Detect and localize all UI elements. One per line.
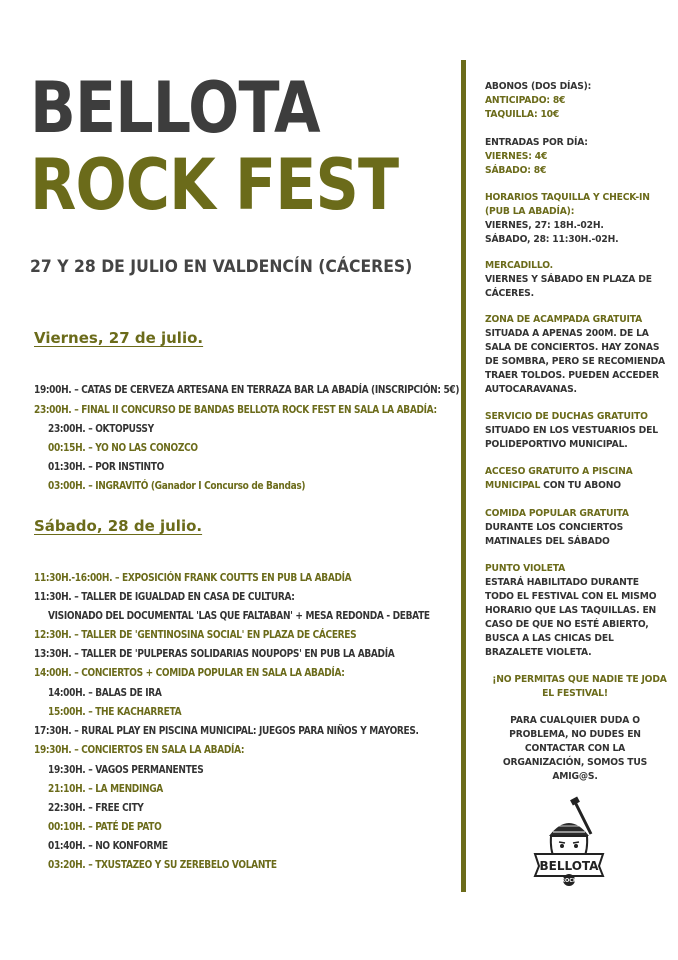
friday-band-1: 23:00H. – OKTOPUSSY [48,422,154,435]
saturday-event-5: 14:00H. – CONCIERTOS + COMIDA POPULAR EN SALA LA ABADÍA: [34,666,345,679]
festival-dates-location: 27 Y 28 DE JULIO EN VALDENCÍN (CÁCERES) [30,257,413,277]
friday-band-2: 00:15H. – YO NO LAS CONOZCO [48,441,198,454]
saturday-band-3: 19:30H. – VAGOS PERMANENTES [48,763,204,776]
sidebar-acampada: ZONA DE ACAMPADA GRATUITA SITUADA A APENAS 200M. DE LA SALA DE CONCIERTOS. HAY ZONAS DE SOMBRA, PERO SE RECOMIENDA TRAER TOLDOS. PUEDEN ACCEDER AUTOCARAVANAS. [485,314,665,395]
sidebar-punto-violeta: PUNTO VIOLETA ESTARÁ HABILITADO DURANTE TODO EL FESTIVAL CON EL MISMO HORARIO QUE LAS TAQUILLAS. EN CASO DE QUE NO ESTÉ ABIERTO, BUSCA A LAS CHICAS DEL BRAZALETE VIOLETA. [485,563,657,658]
saturday-event-2: 11:30H. – TALLER DE IGUALDAD EN CASA DE CULTURA: [34,590,295,603]
sidebar-slogan: ¡NO PERMITAS QUE NADIE TE JODA EL FESTIVAL! [492,674,667,699]
sidebar-entradas: ENTRADAS POR DÍA: VIERNES: 4€ SÁBADO: 8€ [485,137,588,176]
saturday-event-1: 11:30H.-16:00H. – EXPOSICIÓN FRANK COUTTS EN PUB LA ABADÍA [34,571,352,584]
saturday-band-1: 14:00H. – BALAS DE IRA [48,686,162,699]
festival-title-line1: BELLOTA [30,67,320,149]
sidebar-mercadillo: MERCADILLO. VIERNES Y SÁBADO EN PLAZA DE CÁCERES. [485,260,652,299]
acorn-guitar-logo-icon [533,796,605,886]
sidebar-horarios: HORARIOS TAQUILLA Y CHECK-IN (PUB LA ABADÍA): VIERNES, 27: 18H.-02H. SÁBADO, 28: 11:30H.-02H. [485,192,650,245]
sidebar-contacto: PARA CUALQUIER DUDA O PROBLEMA, NO DUDES EN CONTACTAR CON LA ORGANIZACIÓN, SOMOS TUS AMIG@S. [502,715,648,782]
sidebar-duchas: SERVICIO DE DUCHAS GRATUITO SITUADO EN LOS VESTUARIOS DEL POLIDEPORTIVO MUNICIPAL. [485,411,658,450]
saturday-band-6: 00:10H. – PATÉ DE PATO [48,820,162,833]
saturday-heading: Sábado, 28 de julio. [34,517,203,535]
saturday-band-5: 22:30H. – FREE CITY [48,801,144,814]
saturday-band-8: 03:20H. – TXUSTAZEO Y SU ZEREBELO VOLANTE [48,858,277,871]
saturday-event-7: 19:30H. – CONCIERTOS EN SALA LA ABADÍA: [34,743,245,756]
friday-event-2: 23:00H. – FINAL II CONCURSO DE BANDAS BELLOTA ROCK FEST EN SALA LA ABADÍA: [34,403,437,416]
column-divider [461,60,466,892]
saturday-band-7: 01:40H. – NO KONFORME [48,839,168,852]
sidebar-piscina: ACCESO GRATUITO A PISCINA MUNICIPAL CON TU ABONO [485,466,633,491]
festival-title-line2: ROCK FEST [30,144,399,226]
friday-heading: Viernes, 27 de julio. [34,329,204,347]
svg-text:ROCK: ROCK [561,878,577,884]
svg-text:BELLOTA: BELLOTA [539,859,599,873]
saturday-event-2-detail: VISIONADO DEL DOCUMENTAL 'LAS QUE FALTABAN' + MESA REDONDA - DEBATE [48,609,430,622]
friday-band-3: 01:30H. – POR INSTINTO [48,460,164,473]
saturday-band-4: 21:10H. – LA MENDINGA [48,782,163,795]
bellota-rock-logo [533,796,605,886]
friday-band-4: 03:00H. – INGRAVITÓ (Ganador I Concurso de Bandas) [48,479,306,492]
saturday-event-4: 13:30H. – TALLER DE 'PULPERAS SOLIDARIAS NOUPOPS' EN PUB LA ABADÍA [34,647,395,660]
sidebar-abonos: ABONOS (DOS DÍAS): ANTICIPADO: 8€ TAQUILLA: 10€ [485,81,592,120]
saturday-band-2: 15:00H. – THE KACHARRETA [48,705,182,718]
saturday-event-6: 17:30H. – RURAL PLAY EN PISCINA MUNICIPAL: JUEGOS PARA NIÑOS Y MAYORES. [34,724,419,737]
sidebar-comida: COMIDA POPULAR GRATUITA DURANTE LOS CONCIERTOS MATINALES DEL SÁBADO [485,508,629,547]
saturday-event-3: 12:30H. – TALLER DE 'GENTINOSINA SOCIAL' EN PLAZA DE CÁCERES [34,628,357,641]
friday-event-1: 19:00H. – CATAS DE CERVEZA ARTESANA EN TERRAZA BAR LA ABADÍA (INSCRIPCIÓN: 5€) [34,383,460,396]
